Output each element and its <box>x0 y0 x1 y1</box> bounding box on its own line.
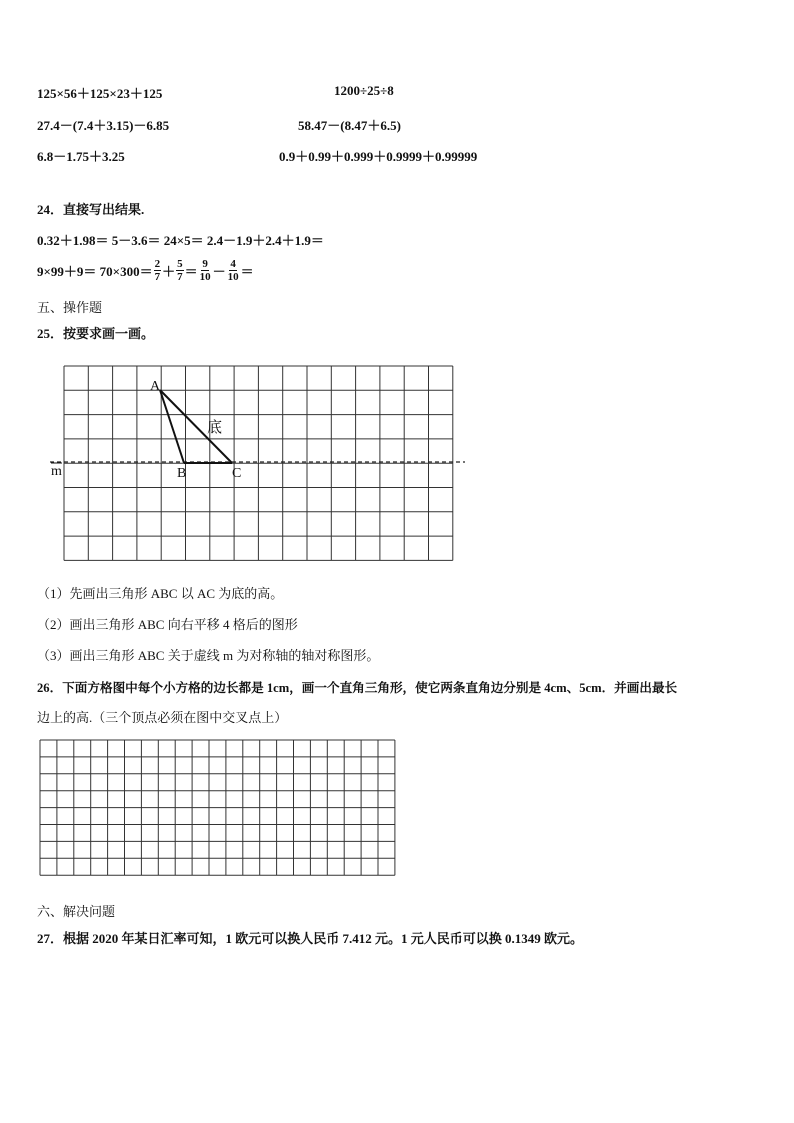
q24-title: 24．直接写出结果. <box>37 202 145 217</box>
calc-row-1-right: 1200÷25÷8 <box>334 83 394 98</box>
q27-text: 27．根据 2020 年某日汇率可知，1 欧元可以换人民币 7.412 元。1 元人民币可以换 0.1349 欧元。 <box>37 931 584 946</box>
vertex-c-label: C <box>232 466 242 481</box>
section6-title: 六、解决问题 <box>37 904 116 919</box>
calc-row-2-right: 58.47－(8.47＋6.5) <box>298 118 401 133</box>
q24-line2-text: 9×99＋9＝ 70×300＝ <box>37 264 153 279</box>
grid-25 <box>64 366 453 560</box>
q26-line1: 26．下面方格图中每个小方格的边长都是 1cm，画一个直角三角形，使它两条直角边分别是 4cm、5cm．并画出最长 <box>37 681 678 695</box>
fraction-5-7: $\frac{5}{7}$ <box>177 258 183 283</box>
q26-line2: 边上的高.（三个顶点必须在图中交叉点上） <box>37 710 288 725</box>
calc-row-2-left: 27.4－(7.4＋3.15)－6.85 <box>37 118 170 133</box>
q25-title: 25．按要求画一画。 <box>37 326 155 341</box>
q24-line2 <box>37 258 254 283</box>
axis-m-label: m <box>51 464 62 479</box>
fraction-9-10: $\frac{9}{10}$ <box>199 258 211 283</box>
base-label: 底 <box>207 420 223 436</box>
equals-sign-2: ＝ <box>240 264 254 279</box>
plus-sign: ＋ <box>162 264 176 279</box>
section5-title: 五、操作题 <box>37 300 103 315</box>
minus-sign: － <box>212 264 226 279</box>
grid-26 <box>40 740 395 875</box>
fraction-2-7: $\frac{2}{7}$ <box>154 258 161 283</box>
calc-row-1-left: 125×56＋125×23＋125 <box>37 86 163 101</box>
q25-instruction-2: （2）画出三角形 ABC 向右平移 4 格后的图形 <box>37 617 298 632</box>
vertex-b-label: B <box>177 466 187 481</box>
q26-grid-figure <box>38 738 400 890</box>
vertex-a-label: A <box>150 379 161 394</box>
q25-grid-figure <box>40 362 480 562</box>
calc-row-3-right: 0.9＋0.99＋0.999＋0.9999＋0.99999 <box>279 149 478 164</box>
q24-line1: 0.32＋1.98＝ 5－3.6＝ 24×5＝ 2.4－1.9＋2.4＋1.9＝ <box>37 233 324 248</box>
calc-row-3-left: 6.8－1.75＋3.25 <box>37 149 125 164</box>
q25-instruction-3: （3）画出三角形 ABC 关于虚线 m 为对称轴的轴对称图形。 <box>37 648 380 663</box>
fraction-4-10: $\frac{4}{10}$ <box>227 258 239 283</box>
q25-instruction-1: （1）先画出三角形 ABC 以 AC 为底的高。 <box>37 586 284 601</box>
equals-sign: ＝ <box>184 264 198 279</box>
